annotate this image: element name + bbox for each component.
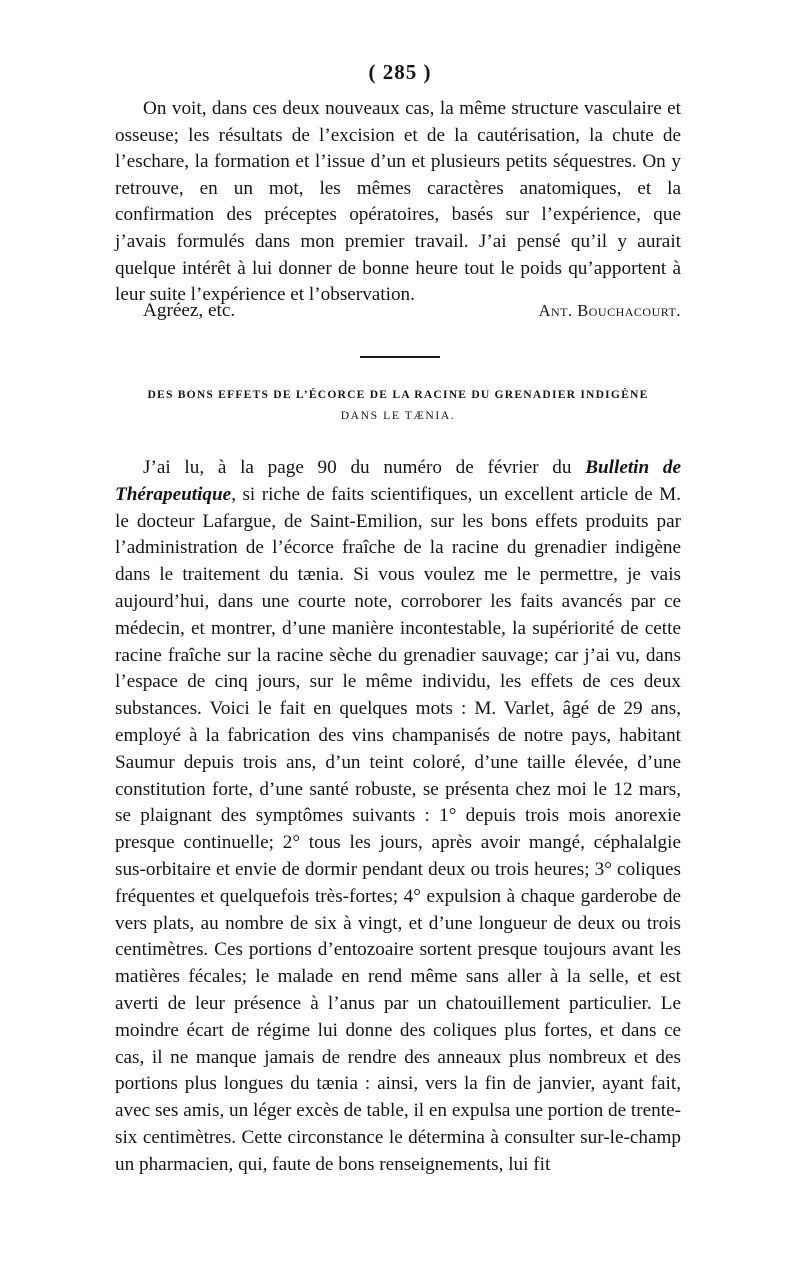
author-signature: Ant. Bouchacourt. [538, 301, 681, 320]
letter-signoff [143, 298, 681, 324]
article-body-intro: J’ai lu, à la page 90 du numéro de février du [143, 457, 586, 478]
section-title [115, 384, 681, 426]
page-number: ( 285 ) [368, 60, 432, 84]
journal-title: Bulletin de Thérapeutique [115, 457, 682, 505]
article-body-paragraph [115, 455, 681, 1179]
opening-paragraph-block [115, 96, 681, 309]
section-title-line-2: DANS LE TÆNIA. [340, 409, 456, 422]
article-body-block [115, 455, 681, 1179]
article-body-text: , si riche de faits scientifiques, un excellent article de M. le docteur Lafargue, de Saint-Emilion, sur les bons effets produits par l’administration de l’écorce fraîche de la racine du grenadier indigène dans le traitement du tænia. Si vous voulez me le permettre, je vais aujourd’hui, dans une courte note, corroborer les faits avancés par ce médecin, et montrer, d’une manière incontestable, la supériorité de cette racine fraîche sur la racine sèche du grenadier sauvage; car j’ai vu, dans l’espace de cinq jours, sur le même individu, les effets de ces deux substances. Voici le fait en quelques mots : M. Varlet, âgé de 29 ans, employé à la fabrication des vins champanisés de notre pays, habitant Saumur depuis trois ans, d’un teint coloré, d’une taille élevée, d’une constitution forte, d’une santé robuste, se présenta chez moi le 12 mars, se plaignant des symptômes suivants : 1° depuis trois mois anorexie presque continuelle; 2° tous les jours, après avoir mangé, céphalalgie sus-orbitaire et envie de dormir pendant deux ou trois heures; 3° coliques fréquentes et quelquefois très-fortes; 4° expulsion à chaque garderobe de vers plats, au nombre de six à vingt, et d’une longueur de deux ou trois centimètres. Ces portions d’entozoaire sortent presque toujours avant les matières fécales; le malade en rend même sans aller à la selle, et est averti de leur présence à l’anus par un chatouillement particulier. Le moindre écart de régime lui donne des coliques plus fortes, et dans ce cas, il ne manque jamais de rendre des anneaux plus nombreux et des portions plus longues du tænia : ainsi, vers la fin de janvier, ayant fait, avec ses amis, un léger excès de table, il en expulsa une portion de trente-six centimètres. Cette circonstance le détermina à consulter sur-le-champ un pharmacien, qui, faute de bons renseignements, lui fit [115, 483, 681, 1175]
opening-paragraph: On voit, dans ces deux nouveaux cas, la même structure vasculaire et osseuse; les résultats de l’excision et de la cautérisation, la chute de l’eschare, la formation et l’issue d’un et plusieurs petits séquestres. On y retrouve, en un mot, les mêmes caractères anatomiques, et la confirmation des préceptes opératoires, basés sur l’expérience, que j’avais formulés dans mon premier travail. J’ai pensé qu’il y aurait quelque intérêt à lui donner de bonne heure tout le poids qu’apportent à leur suite l’expérience et l’observation. [115, 98, 681, 306]
section-divider [360, 356, 440, 358]
section-title-line-1: DES BONS EFFETS DE L’ÉCORCE DE LA RACINE DU GRENADIER INDIGÈNE [147, 388, 649, 401]
closing-salutation: Agréez, etc. [143, 300, 236, 321]
